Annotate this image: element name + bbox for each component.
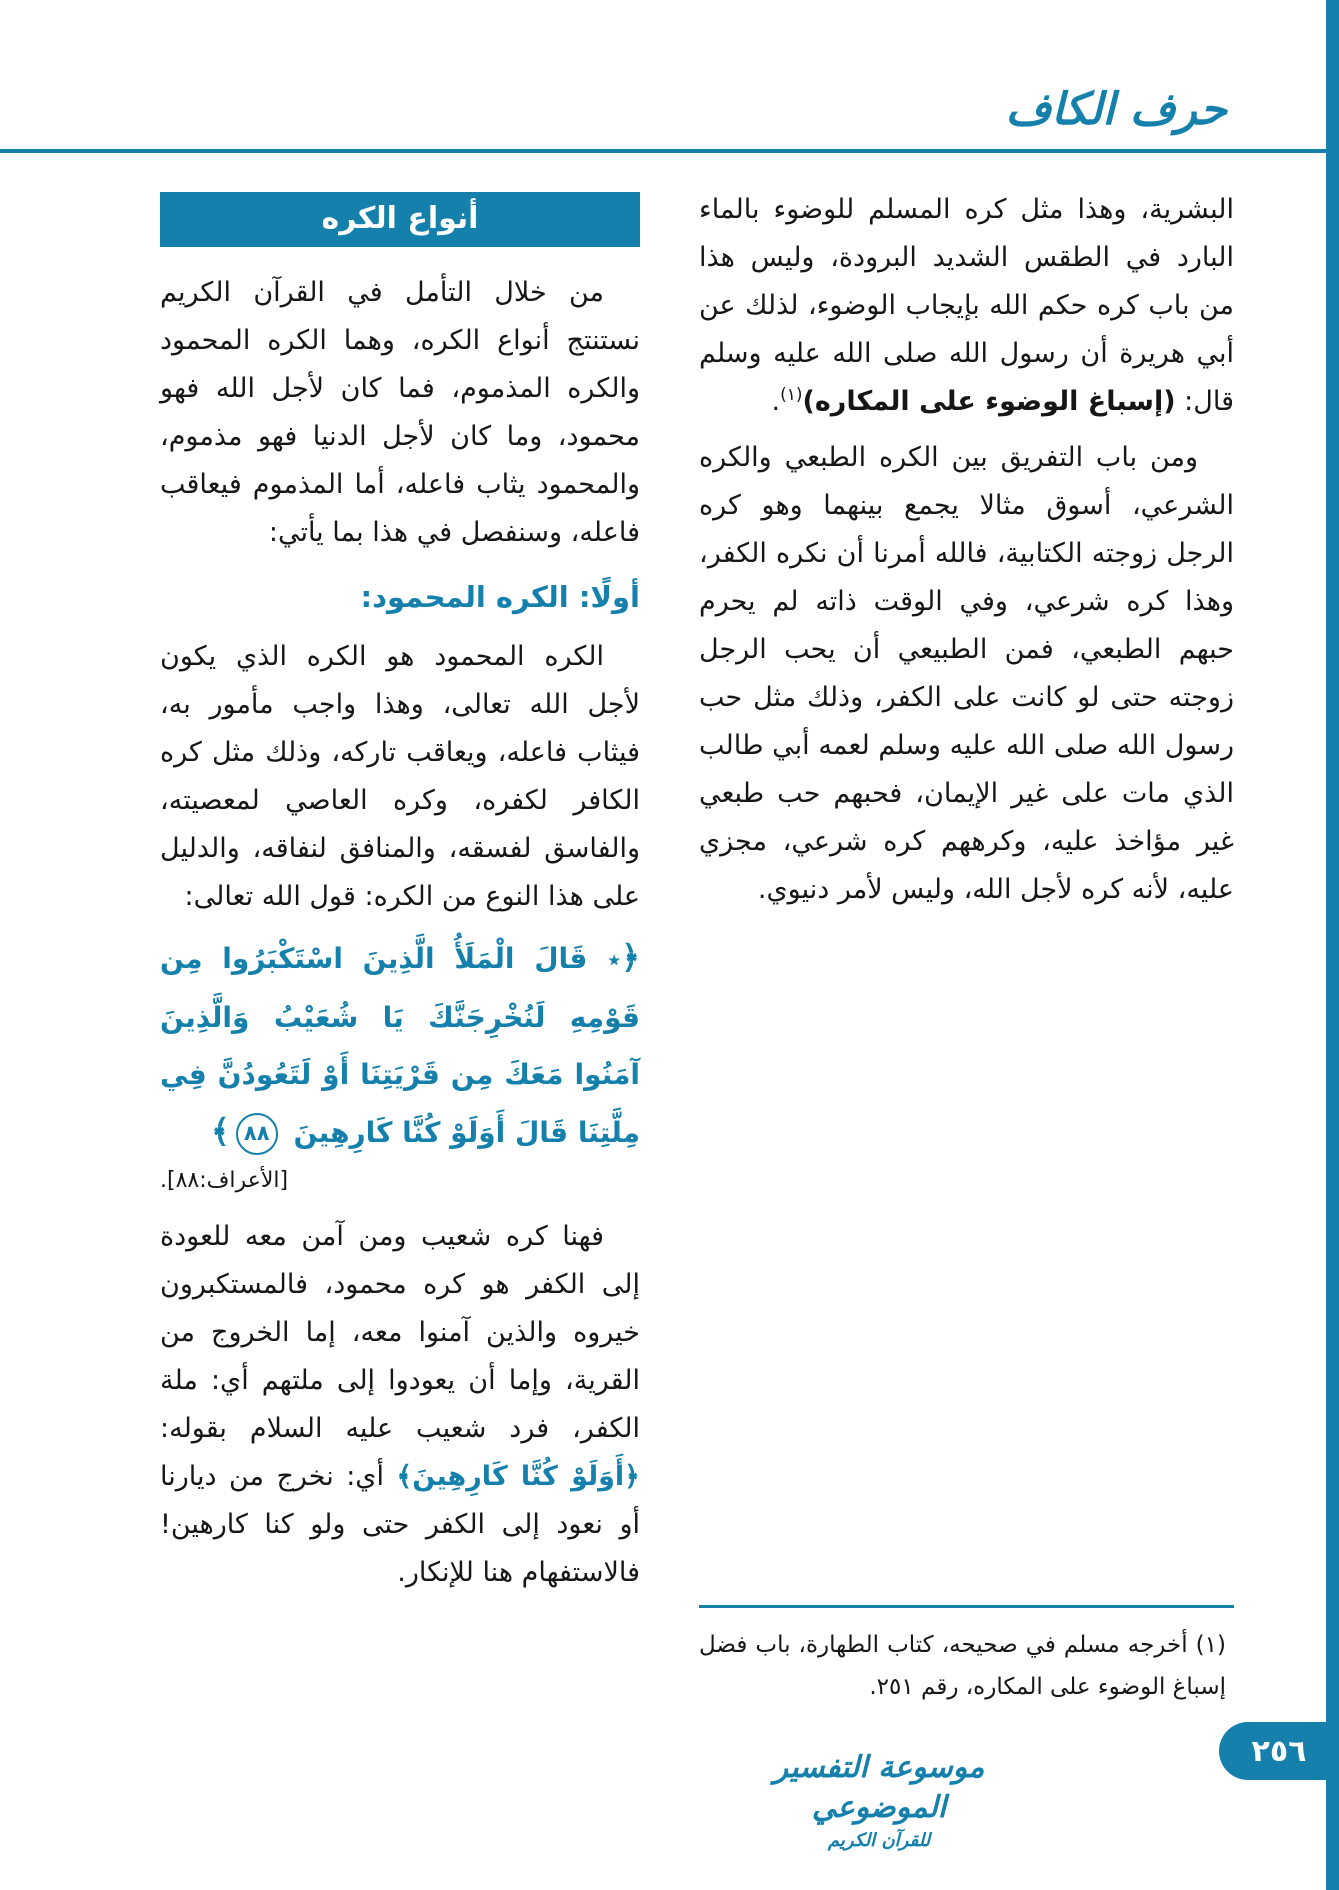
paragraph-wudu-end: . (771, 386, 781, 417)
quran-verse (160, 929, 640, 1161)
footnote-reference-mark: (١) (780, 385, 803, 405)
verse-close-bracket: ﴾ (210, 1112, 230, 1150)
verse-text: قَالَ الْمَلَأُ الَّذِينَ اسْتَكْبَرُوا مِن قَوْمِهِ لَنُخْرِجَنَّكَ يَا شُعَيْبُ وَالَّذِينَ آمَنُوا مَعَكَ مِن قَرْيَتِنَا أَوْ لَتَعُودُنَّ فِي مِلَّتِنَا قَالَ أَوَلَوْ كُنَّا كَارِهِينَ (160, 942, 640, 1149)
paragraph-shuayb-text: فهنا كره شعيب ومن آمن معه للعودة إلى الكفر هو كره محمود، فالمستكبرون خيروه والذين آمنوا معه، إما الخروج من القرية، وإما أن يعودوا إلى ملتهم أي: ملة الكفر، فرد شعيب عليه السلام بقوله: (160, 1221, 640, 1444)
section-heading-box (160, 192, 640, 247)
paragraph-wudu (699, 186, 1234, 426)
logo-subtitle: للقرآن الكريم (827, 1830, 931, 1851)
paragraph-wudu-text: البشرية، وهذا مثل كره المسلم للوضوء بالماء البارد في الطقس الشديد البرودة، وليس هذا من باب كره حكم الله بإيجاب الوضوء، لذلك عن أبي هريرة أن رسول الله صلى الله عليه وسلم قال: (699, 194, 1234, 417)
header-divider-rule (0, 149, 1339, 153)
footnote-marker: (١) (1195, 1632, 1226, 1658)
column-left (160, 186, 640, 1708)
footnote-text: أخرجه مسلم في صحيحه، كتاب الطهارة، باب فضل إسباغ الوضوء على المكاره، رقم ٢٥١. (699, 1632, 1226, 1700)
right-edge-accent-strip (1326, 0, 1339, 1890)
publisher-logo (739, 1748, 1019, 1854)
content-columns (160, 186, 1234, 1708)
paragraph-mahmoud: الكره المحمود هو الكره الذي يكون لأجل الله تعالى، وهذا واجب مأمور به، فيثاب فاعله، ويعاقب تاركه، وذلك مثل كره الكافر لكفره، وكره العاصي لمعصيته، والفاسق لفسقه، والمنافق لنفاقه، والدليل على هذا النوع من الكره: قول الله تعالى: (160, 641, 640, 912)
subsection-heading: أولًا: الكره المحمود: (360, 580, 640, 614)
section-heading: أنواع الكره (321, 201, 479, 236)
verse-reference: [الأعراف:٨٨]. (160, 1168, 289, 1193)
footnote-divider (699, 1605, 1234, 1608)
page-header (1006, 84, 1227, 135)
hadith-quote: (إسباغ الوضوء على المكاره) (802, 386, 1176, 417)
paragraph-tafriq: ومن باب التفريق بين الكره الطبعي والكره الشرعي، أسوق مثالا يجمع بينهما وهو كره الرجل زوجته الكتابية، فالله أمرنا أن نكره الكفر، وهذا كره شرعي، وفي الوقت ذاته لم يحرم حبهم الطبعي، فمن الطبيعي أن يحب الرجل زوجته حتى لو كانت على الكفر، وذلك مثل حب رسول الله صلى الله عليه وسلم لعمه أبي طالب الذي مات على غير الإيمان، فحبهم حب طبعي غير مؤاخذ عليه، وكرههم كره شرعي، مجزي عليه، لأنه كره لأجل الله، وليس لأمر دنيوي. (699, 442, 1234, 905)
page-number: ٢٥٦ (1251, 1733, 1307, 1769)
column-right (699, 186, 1234, 1708)
paragraph-intro: من خلال التأمل في القرآن الكريم نستنتج أنواع الكره، وهما الكره المحمود والكره المذموم، فما كان لأجل الله فهو محمود، وما كان لأجل الدنيا فهو مذموم، والمحمود يثاب فاعله، أما المذموم فيعاقب فاعله، وسنفصل في هذا بما يأتي: (160, 277, 640, 548)
verse-number-badge: ٨٨ (236, 1113, 278, 1155)
paragraph-shuayb (160, 1213, 640, 1597)
footnote (699, 1624, 1234, 1708)
page-number-badge (1219, 1722, 1339, 1780)
verse-ornament-icon: ٭ (607, 945, 622, 975)
verse-open-bracket: ﴿ (621, 938, 640, 976)
inline-verse-quote: ﴿أَوَلَوْ كُنَّا كَارِهِينَ﴾ (396, 1461, 640, 1492)
paragraph-shuayb-end: أي: نخرج من ديارنا أو نعود إلى الكفر حتى ولو كنا كارهين! فالاستفهام هنا للإنكار. (160, 1461, 640, 1588)
logo-title: موسوعة التفسير الموضوعي (773, 1750, 985, 1825)
chapter-title: حرف الكاف (1005, 84, 1227, 135)
footnote-block (699, 1585, 1234, 1708)
